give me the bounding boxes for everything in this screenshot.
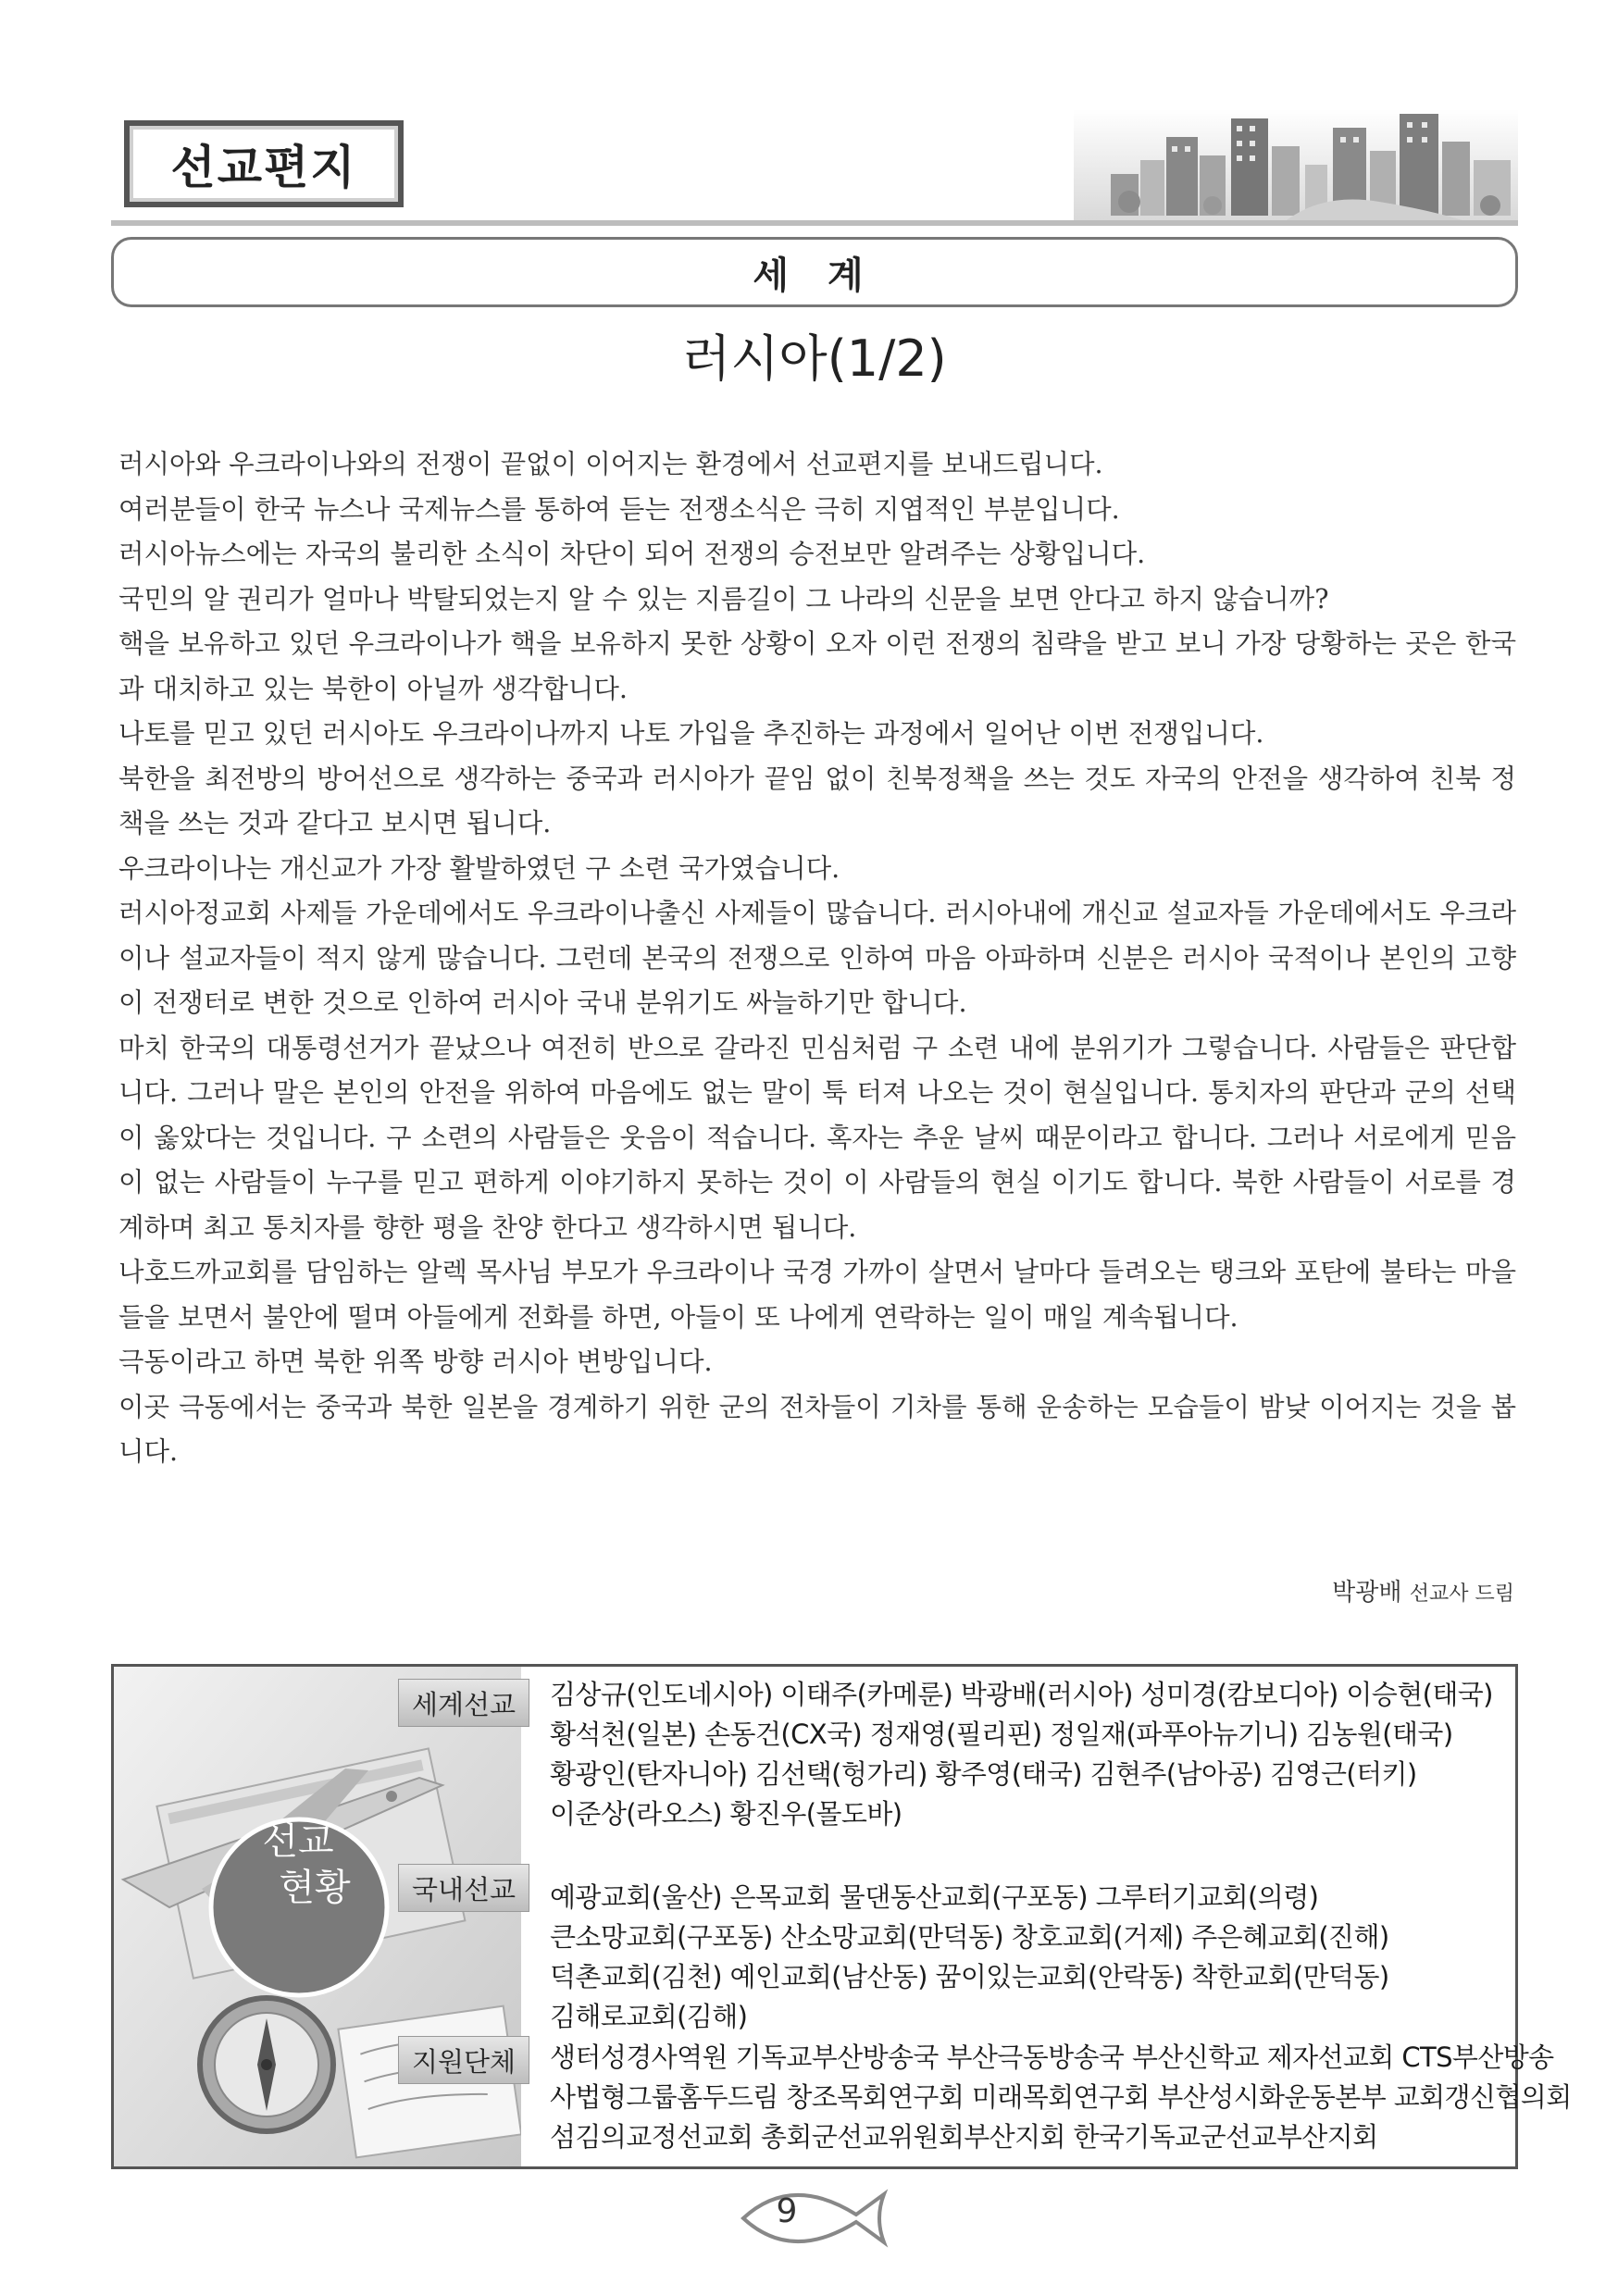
city-buildings-illustration bbox=[1074, 109, 1518, 220]
page-title: 러시아(1/2) bbox=[682, 329, 947, 388]
list-line: 사법형그룹홈두드림 창조목회연구회 미래목회연구회 부산성시화운동본부 교회갱신협의회 bbox=[550, 2081, 1572, 2113]
list-line: 황석천(일본) 손동건(CX국) 정재영(필리핀) 정일재(파푸아뉴기니) 김농원(태국) bbox=[550, 1719, 1453, 1750]
list-line: 예광교회(울산) 은목교회 물댄동산교회(구포동) 그루터기교회(의령) bbox=[550, 1881, 1319, 1913]
domestic-mission-list bbox=[550, 1878, 1503, 2037]
letter-paragraph: 러시아정교회 사제들 가운데에서도 우크라이나출신 사제들이 많습니다. 러시아내에 개신교 설교자들 가운데에서도 우크라이나 설교자들이 적지 않게 많습니다. 그런데 본국의 전쟁으로 인하여 마음 아파하며 신분은 러시아 국적이나 본인의 고향이 전쟁터로 변한 것으로 인하여 러시아 국내 분위기도 싸늘하기만 합니다. bbox=[118, 898, 1516, 1018]
list-line: 황광인(탄자니아) 김선택(헝가리) 황주영(태국) 김현주(남아공) 김영근(터키) bbox=[550, 1758, 1417, 1790]
list-line: 섬김의교정선교회 총회군선교위원회부산지회 한국기독교군선교부산지회 bbox=[550, 2121, 1378, 2153]
signature bbox=[1332, 1573, 1514, 1607]
letter-paragraph: 마치 한국의 대통령선거가 끝났으나 여전히 반으로 갈라진 민심처럼 구 소련 내에 분위기가 그렇습니다. 사람들은 판단합니다. 그러나 말은 본인의 안전을 위하여 마음에도 없는 말이 툭 터져 나오는 것이 현실입니다. 통치자의 판단과 군의 선택이 옳았다는 것입니다. 구 소련의 사람들은 웃음이 적습니다. 혹자는 추운 날씨 때문이라고 합니다. 그러나 서로에게 믿음이 없는 사람들이 누구를 믿고 편하게 이야기하지 못하는 것이 이 사람들의 현실 이기도 합니다. 북한 사람들이 서로를 경계하며 최고 통치자를 향한 평을 찬양 한다고 생각하시면 됩니다. bbox=[118, 1032, 1516, 1243]
world-mission-list bbox=[550, 1675, 1503, 1834]
airplane-compass-letters-illustration bbox=[114, 1667, 521, 2166]
page-number: 9 bbox=[776, 2192, 798, 2230]
letter-paragraph: 국민의 알 권리가 얼마나 박탈되었는지 알 수 있는 지름길이 그 나라의 신문을 보면 안다고 하지 않습니까? bbox=[118, 583, 1329, 614]
category-box: 세 계 bbox=[111, 237, 1518, 307]
list-line: 김해로교회(김해) bbox=[550, 2001, 748, 2032]
list-line: 덕촌교회(김천) 예인교회(남산동) 꿈이있는교회(안락동) 착한교회(만덕동) bbox=[550, 1961, 1389, 1992]
letter-paragraph: 러시아와 우크라이나와의 전쟁이 끝없이 이어지는 환경에서 선교편지를 보내드립니다. bbox=[118, 449, 1103, 479]
support-organizations-label: 지원단체 bbox=[398, 2036, 529, 2084]
section-tag: 선교편지 bbox=[124, 120, 404, 207]
list-line: 큰소망교회(구포동) 산소망교회(만덕동) 창호교회(거제) 주은혜교회(진해) bbox=[550, 1921, 1389, 1953]
support-organizations-list bbox=[550, 2038, 1572, 2157]
letter-paragraph: 북한을 최전방의 방어선으로 생각하는 중국과 러시아가 끝임 없이 친북정책을 쓰는 것도 자국의 안전을 생각하여 친북 정책을 쓰는 것과 같다고 보시면 됩니다. bbox=[118, 763, 1516, 838]
domestic-mission-label: 국내선교 bbox=[398, 1864, 529, 1912]
mission-status-title-line1: 선교 bbox=[262, 1820, 334, 1863]
mission-status-title bbox=[233, 1818, 363, 1911]
letter-paragraph: 핵을 보유하고 있던 우크라이나가 핵을 보유하지 못한 상황이 오자 이런 전쟁의 침략을 받고 보니 가장 당황하는 곳은 한국과 대치하고 있는 북한이 아닐까 생각합니다. bbox=[118, 628, 1516, 704]
list-line: 생터성경사역원 기독교부산방송국 부산극동방송국 부산신학교 제자선교회 CTS부산방송 bbox=[550, 2042, 1554, 2073]
list-line: 김상규(인도네시아) 이태주(카메룬) 박광배(러시아) 성미경(캄보디아) 이승현(태국) bbox=[550, 1679, 1493, 1710]
world-mission-label: 세계선교 bbox=[398, 1679, 529, 1727]
letter-paragraph: 나호드까교회를 담임하는 알렉 목사님 부모가 우크라이나 국경 가까이 살면서 날마다 들려오는 탱크와 포탄에 불타는 마을들을 보면서 불안에 떨며 아들에게 전화를 하면, 아들이 또 나에게 연락하는 일이 매일 계속됩니다. bbox=[118, 1257, 1516, 1333]
letter-paragraph: 극동이라고 하면 북한 위쪽 방향 러시아 변방입니다. bbox=[118, 1347, 713, 1377]
signature-role: 선교사 드림 bbox=[1409, 1582, 1514, 1606]
letter-paragraph: 러시아뉴스에는 자국의 불리한 소식이 차단이 되어 전쟁의 승전보만 알려주는 상황입니다. bbox=[118, 539, 1146, 569]
letter-paragraph: 이곳 극동에서는 중국과 북한 일본을 경계하기 위한 군의 전차들이 기차를 통해 운송하는 모습들이 밤낮 이어지는 것을 봅니다. bbox=[118, 1391, 1516, 1467]
page-footer bbox=[736, 2178, 893, 2259]
letter-paragraph: 나토를 믿고 있던 러시아도 우크라이나까지 나토 가입을 추진하는 과정에서 일어난 이번 전쟁입니다. bbox=[118, 718, 1264, 749]
letter-paragraph: 우크라이나는 개신교가 가장 활발하였던 구 소련 국가였습니다. bbox=[118, 852, 840, 884]
list-line: 이준상(라오스) 황진우(몰도바) bbox=[550, 1798, 902, 1830]
letter-paragraph: 여러분들이 한국 뉴스나 국제뉴스를 통하여 듣는 전쟁소식은 극히 지엽적인 부분입니다. bbox=[118, 493, 1120, 525]
mission-status-title-line2: 현황 bbox=[279, 1867, 351, 1909]
signature-name: 박광배 bbox=[1332, 1579, 1402, 1607]
letter-body bbox=[118, 442, 1516, 1475]
